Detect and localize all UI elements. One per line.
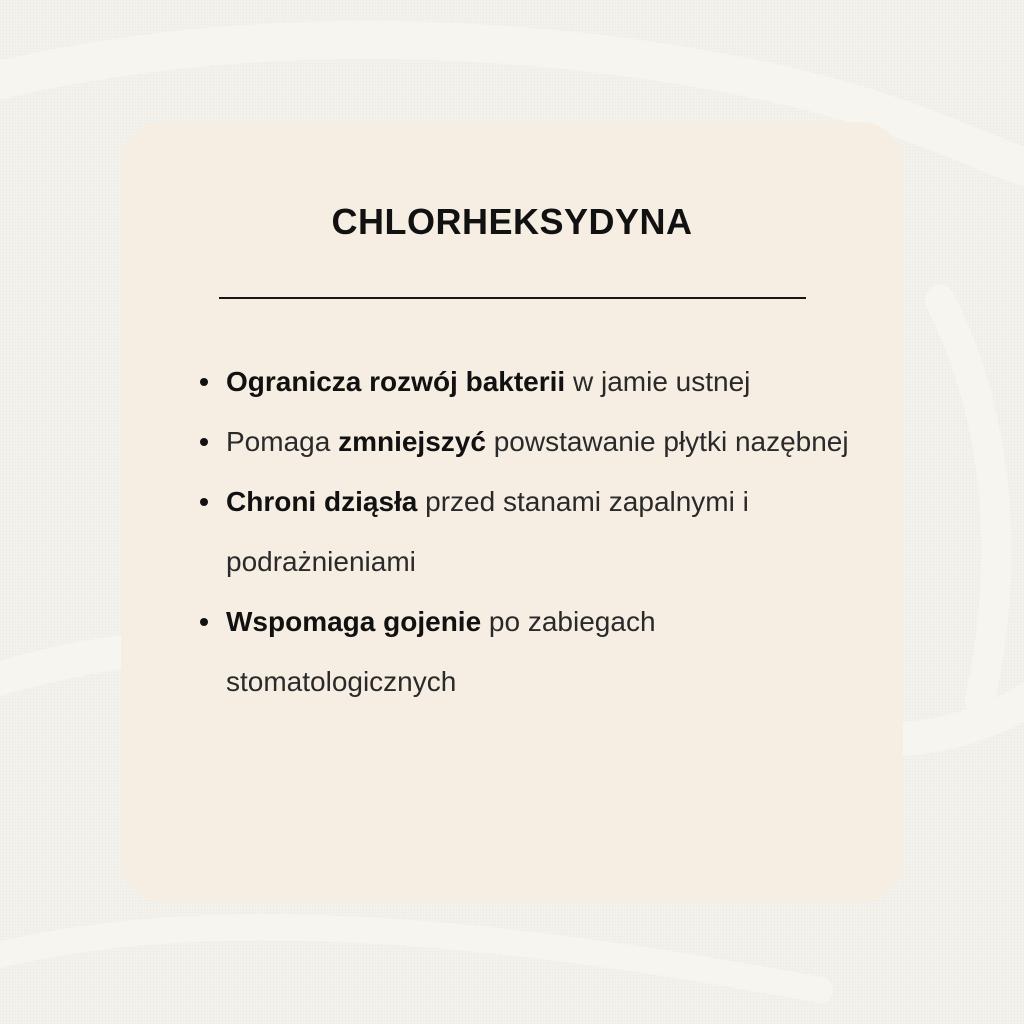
- title-divider: [219, 297, 806, 299]
- bullet-icon: [200, 378, 208, 386]
- item-text-bold: Chroni dziąsła: [226, 486, 418, 517]
- list-item: [200, 412, 860, 472]
- benefits-list: [200, 352, 860, 712]
- item-text-after: po zabiegach stomatologicznych: [226, 606, 656, 697]
- item-text-bold: zmniejszyć: [338, 426, 486, 457]
- item-text-bold: Ogranicza rozwój bakterii: [226, 366, 566, 397]
- item-text-after: przed stanami zapalnymi i podrażnieniami: [226, 486, 749, 577]
- bullet-icon: [200, 618, 208, 626]
- list-item: [200, 472, 860, 592]
- item-text-before: Pomaga: [226, 426, 339, 457]
- item-text-after: powstawanie płytki nazębnej: [485, 426, 849, 457]
- item-text-bold: Wspomaga gojenie: [226, 606, 482, 637]
- list-item: [200, 352, 860, 412]
- bullet-icon: [200, 438, 208, 446]
- list-item: [200, 592, 860, 712]
- bullet-icon: [200, 498, 208, 506]
- card-title: CHLORHEKSYDYNA: [331, 201, 693, 242]
- item-text-after: w jamie ustnej: [565, 366, 751, 397]
